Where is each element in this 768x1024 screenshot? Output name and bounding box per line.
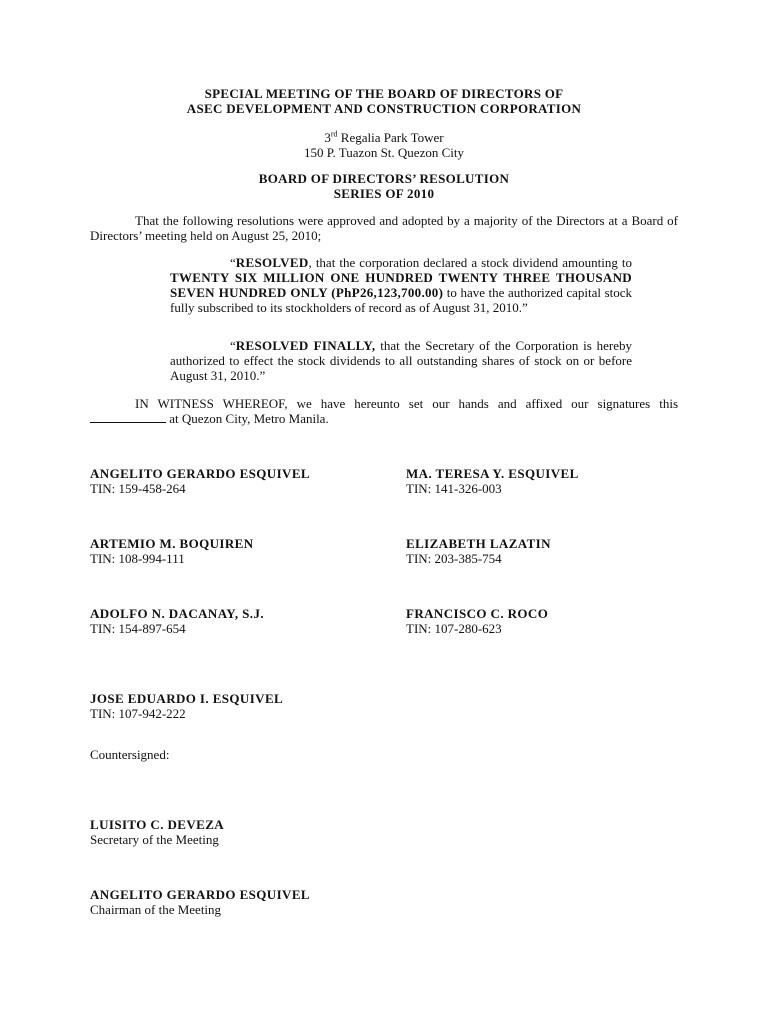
signatory-block xyxy=(90,536,390,566)
countersigned-label: Countersigned: xyxy=(90,747,170,762)
dividend-amount: TWENTY SIX MILLION ONE HUNDRED TWENTY THREE THOUSAND SEVEN HUNDRED ONLY (PhP26,123,700.00) xyxy=(170,270,632,300)
witness-paragraph xyxy=(90,396,678,426)
signatory-tin: TIN: 107-280-623 xyxy=(406,621,502,636)
signatory-name: ELIZABETH LAZATIN xyxy=(406,536,551,551)
header-line-2: ASEC DEVELOPMENT AND CONSTRUCTION CORPORATION xyxy=(186,101,582,116)
intro-paragraph: That the following resolutions were approved and adopted by a majority of the Directors at a Board of Directors’ meeting held on August 25, 2010; xyxy=(90,213,678,243)
document-header xyxy=(90,86,678,116)
resolution-title-line-1: BOARD OF DIRECTORS’ RESOLUTION xyxy=(258,171,510,186)
resolved-2-text xyxy=(170,338,632,383)
resolved-clause-1 xyxy=(170,255,632,315)
signatory-name: ADOLFO N. DACANAY, S.J. xyxy=(90,606,265,621)
signatory-name: FRANCISCO C. ROCO xyxy=(406,606,549,621)
resolved-1-text xyxy=(170,255,632,315)
signatory-block xyxy=(90,606,390,636)
signatory-block xyxy=(90,691,390,721)
chairman-block xyxy=(90,887,390,917)
address-floor xyxy=(90,130,678,145)
signatory-tin: TIN: 107-942-222 xyxy=(90,706,186,721)
signatory-name: ARTEMIO M. BOQUIREN xyxy=(90,536,254,551)
resolution-title-line-2: SERIES OF 2010 xyxy=(333,186,435,201)
floor-superscript: rd xyxy=(330,129,338,139)
signatory-name: ANGELITO GERARDO ESQUIVEL xyxy=(90,466,310,481)
signatory-tin: TIN: 203-385-754 xyxy=(406,551,502,566)
witness-part-2: at Quezon City, Metro Manila. xyxy=(166,411,329,426)
secretary-name: LUISITO C. DEVEZA xyxy=(90,817,225,832)
floor-number: 3 xyxy=(324,130,331,145)
resolved-2-part-1: that the Secretary of the Corporation is hereby authorized to effect the stock dividends to all outstanding shares of stock on or before August 31, 2010.” xyxy=(170,338,633,383)
signatory-block xyxy=(90,466,390,496)
signatory-tin: TIN: 159-458-264 xyxy=(90,481,186,496)
open-quote: “ xyxy=(230,255,236,270)
address-block xyxy=(90,130,678,160)
witness-part-1: IN WITNESS WHEREOF, we have hereunto set our hands and affixed our signatures this xyxy=(135,396,678,411)
signatory-name: MA. TERESA Y. ESQUIVEL xyxy=(406,466,579,481)
signatory-block xyxy=(406,466,706,496)
signatory-name: JOSE EDUARDO I. ESQUIVEL xyxy=(90,691,284,706)
signatory-tin: TIN: 141-326-003 xyxy=(406,481,502,496)
header-line-1: SPECIAL MEETING OF THE BOARD OF DIRECTORS OF xyxy=(204,86,564,101)
secretary-role: Secretary of the Meeting xyxy=(90,832,219,847)
signatory-block xyxy=(406,606,706,636)
secretary-block xyxy=(90,817,390,847)
signatory-tin: TIN: 108-994-111 xyxy=(90,551,185,566)
open-quote: “ xyxy=(230,338,236,353)
resolved-1-part-2: to have the authorized capital stock fully subscribed to its stockholders of record as of August 31, 2010.” xyxy=(170,285,633,315)
resolved-clause-2 xyxy=(170,338,632,383)
signatory-block xyxy=(406,536,706,566)
chairman-name: ANGELITO GERARDO ESQUIVEL xyxy=(90,887,310,902)
floor-building: Regalia Park Tower xyxy=(337,130,444,145)
signatory-tin: TIN: 154-897-654 xyxy=(90,621,186,636)
chairman-role: Chairman of the Meeting xyxy=(90,902,222,917)
resolved-keyword: RESOLVED xyxy=(235,255,309,270)
resolved-1-part-1: , that the corporation declared a stock dividend amounting to xyxy=(308,255,632,270)
resolution-title xyxy=(90,171,678,201)
address-street: 150 P. Tuazon St. Quezon City xyxy=(304,145,464,160)
resolved-finally-keyword: RESOLVED FINALLY, xyxy=(235,338,376,353)
date-blank-line xyxy=(90,411,166,423)
